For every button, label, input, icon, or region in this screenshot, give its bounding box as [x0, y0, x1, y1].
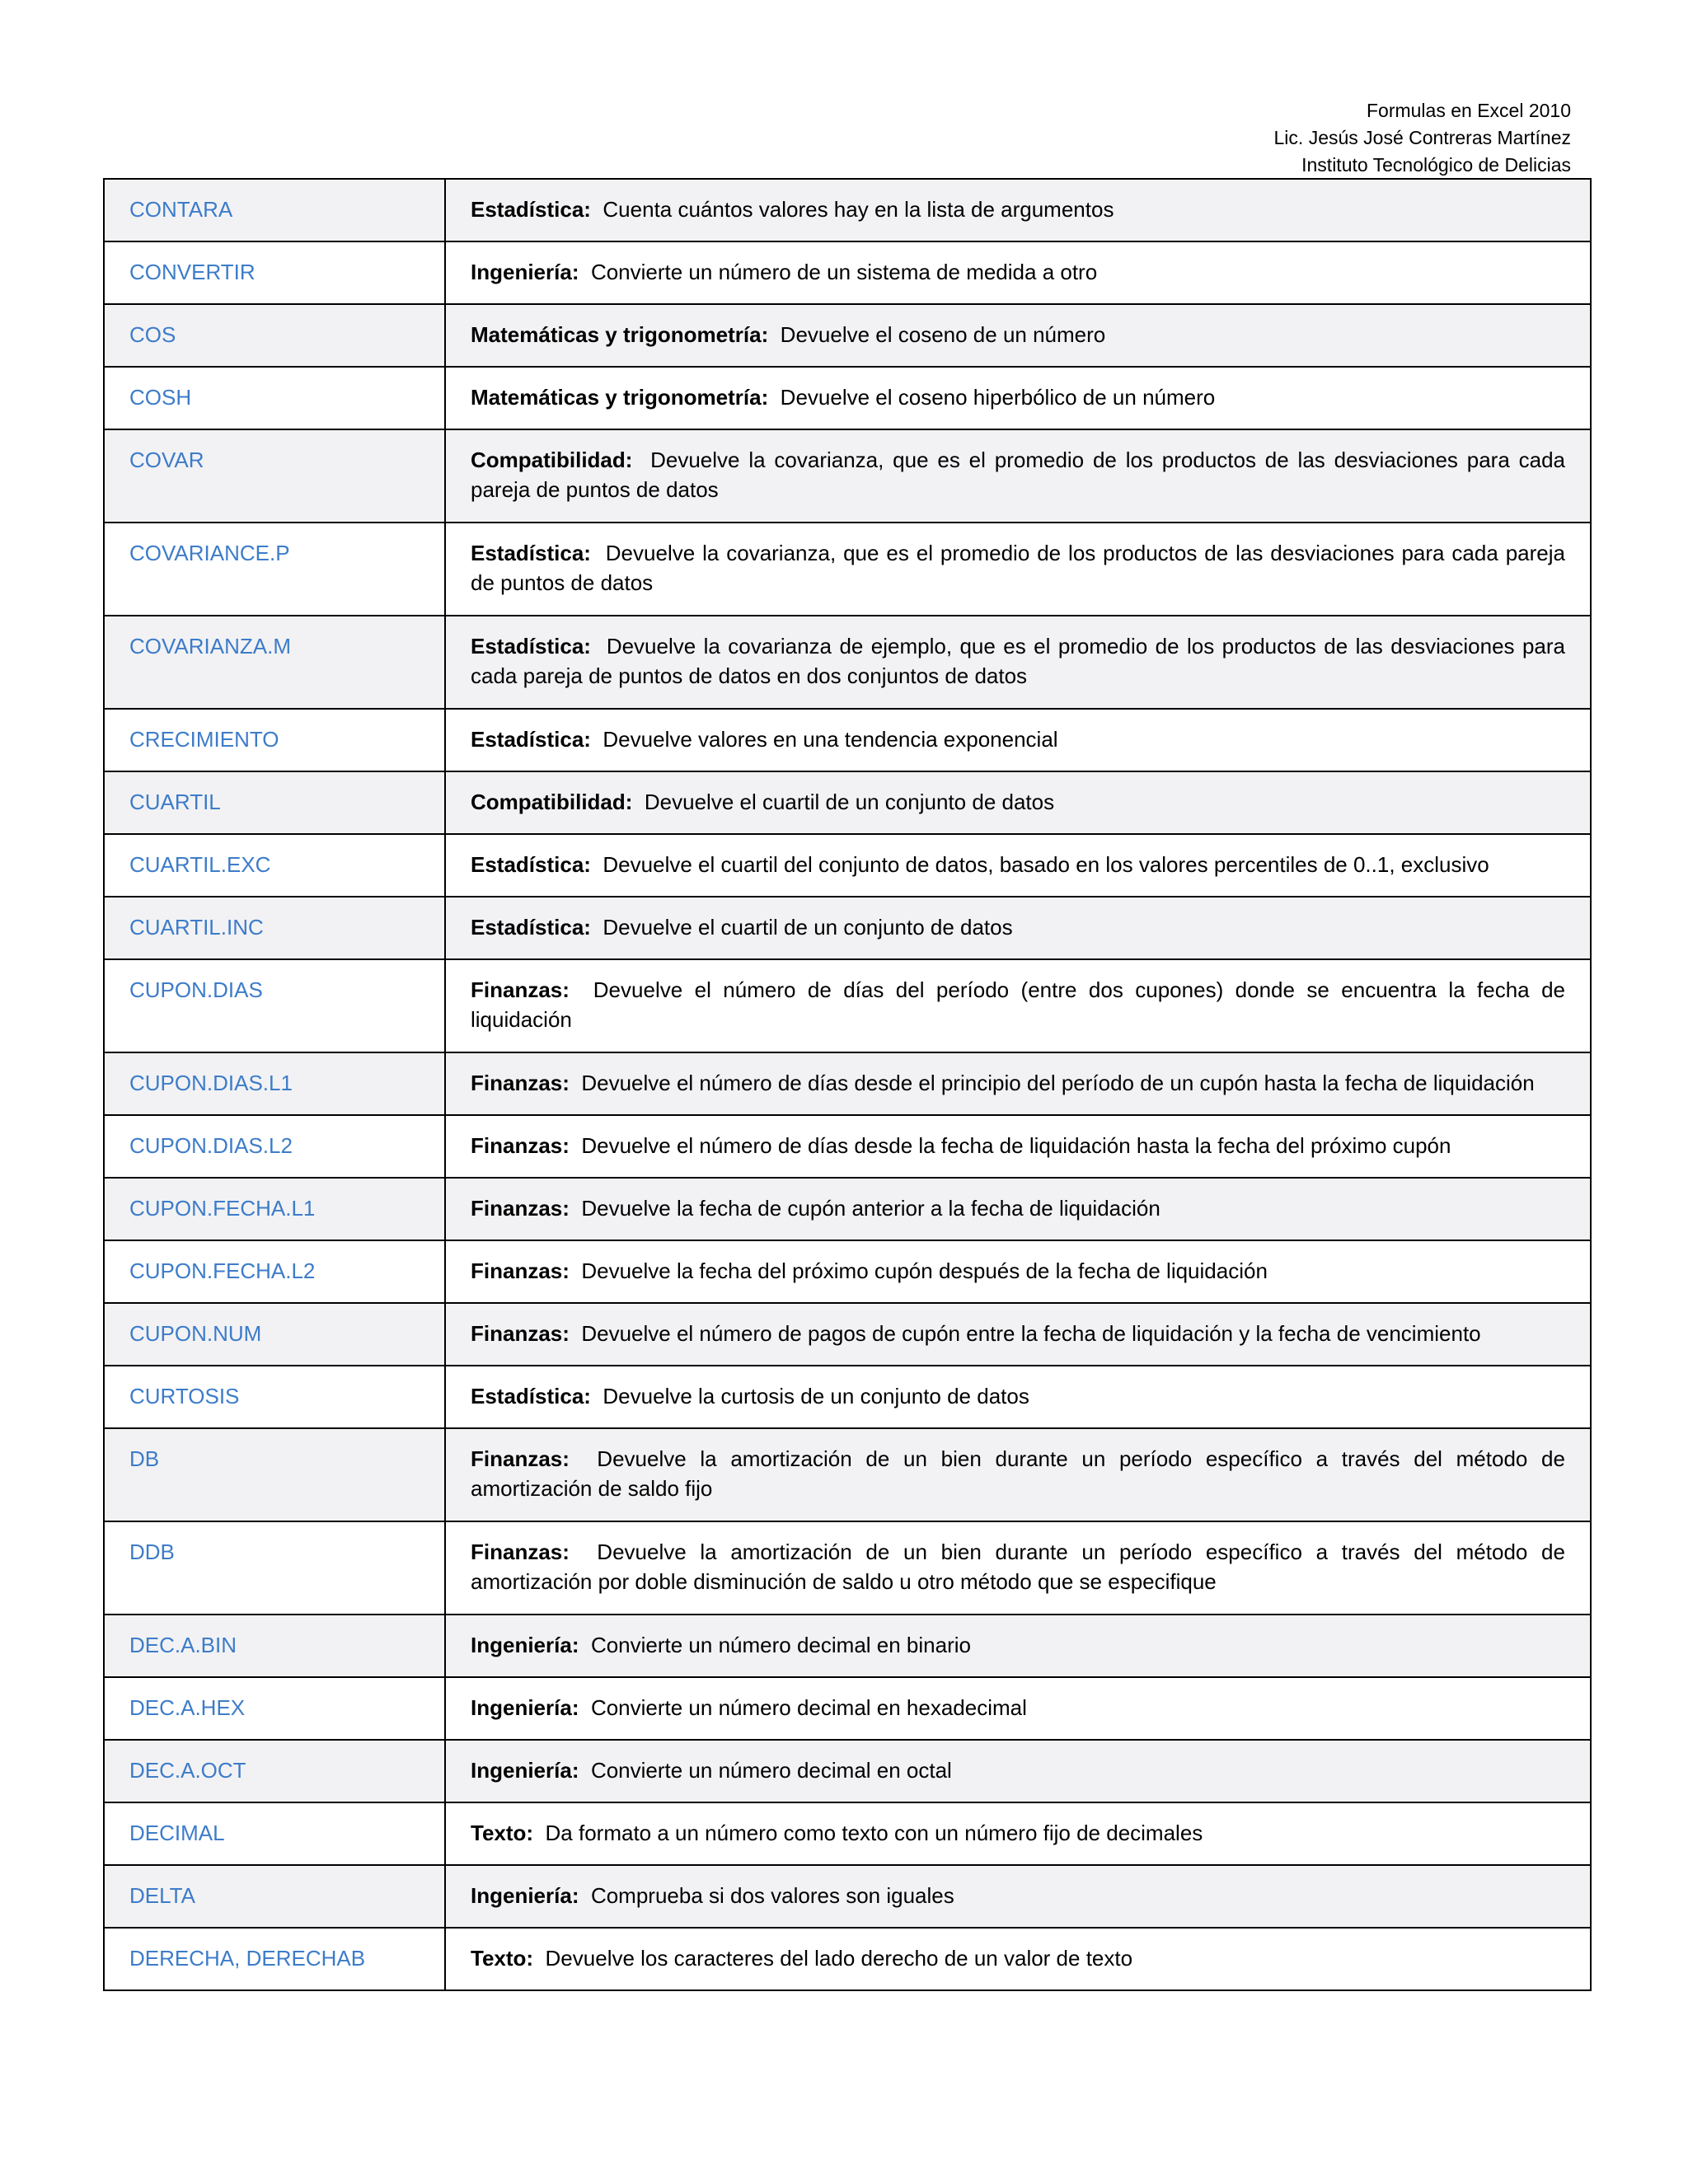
function-name-link[interactable]: CUARTIL.EXC [129, 852, 271, 877]
table-row [104, 429, 1591, 523]
function-name-cell [104, 1052, 445, 1115]
function-name-cell [104, 1240, 445, 1303]
function-name-link[interactable]: DEC.A.HEX [129, 1695, 246, 1720]
function-description-cell [445, 1303, 1591, 1366]
function-description-cell [445, 1928, 1591, 1990]
function-name-cell [104, 1615, 445, 1677]
function-description: Devuelve el cuartil del conjunto de datos, basado en los valores percentiles de 0..1, exclusivo [603, 852, 1489, 877]
function-description-cell [445, 1740, 1591, 1802]
function-name-link[interactable]: DEC.A.OCT [129, 1758, 246, 1783]
function-description: Devuelve el número de días desde la fecha de liquidación hasta la fecha del próximo cupón [581, 1133, 1451, 1158]
function-category: Texto : [471, 1821, 546, 1845]
function-name-cell [104, 523, 445, 616]
table-row [104, 1366, 1591, 1428]
table-row [104, 1428, 1591, 1521]
function-name-link[interactable]: COS [129, 322, 176, 347]
table-row [104, 1677, 1591, 1740]
table-row [104, 959, 1591, 1052]
function-name-link[interactable]: DELTA [129, 1883, 195, 1908]
function-name-cell [104, 1428, 445, 1521]
table-row [104, 771, 1591, 834]
function-category: Estadística : [471, 197, 603, 222]
function-name-link[interactable]: CONTARA [129, 197, 233, 222]
function-description: Devuelve la curtosis de un conjunto de datos [603, 1384, 1029, 1408]
function-name-link[interactable]: CUPON.DIAS.L1 [129, 1071, 293, 1095]
function-name-link[interactable]: COVAR [129, 448, 204, 472]
function-name-link[interactable]: CURTOSIS [129, 1384, 240, 1408]
table-row [104, 304, 1591, 367]
function-name-link[interactable]: CONVERTIR [129, 260, 256, 284]
function-description: Devuelve la amortización de un bien durante un período específico a través del método de amortización de saldo fijo [471, 1446, 1565, 1501]
function-description: Convierte un número de un sistema de medida a otro [590, 260, 1098, 284]
table-row [104, 241, 1591, 304]
function-name-cell [104, 1865, 445, 1928]
function-category: Estadística : [471, 852, 603, 877]
function-description: Devuelve el cuartil de un conjunto de datos [603, 915, 1013, 940]
function-category: Compatibilidad : [471, 448, 650, 472]
function-category: Finanzas : [471, 1196, 581, 1221]
table-row [104, 179, 1591, 241]
function-name-cell [104, 897, 445, 959]
function-description: Devuelve el coseno hiperbólico de un número [780, 385, 1216, 410]
function-description: Devuelve la fecha del próximo cupón después de la fecha de liquidación [581, 1258, 1268, 1283]
function-category: Finanzas : [471, 1133, 581, 1158]
function-name-cell [104, 1303, 445, 1366]
function-description-cell [445, 367, 1591, 429]
function-name-link[interactable]: CUPON.FECHA.L1 [129, 1196, 316, 1221]
table-row [104, 1303, 1591, 1366]
table-row [104, 897, 1591, 959]
function-category: Finanzas : [471, 1258, 581, 1283]
function-description: Devuelve la covarianza, que es el promedio de los productos de las desviaciones para cada pareja de puntos de datos [471, 541, 1565, 595]
function-description: Convierte un número decimal en octal [590, 1758, 952, 1783]
table-row [104, 1178, 1591, 1240]
function-name-cell [104, 771, 445, 834]
functions-table [103, 178, 1592, 1991]
function-name-cell [104, 241, 445, 304]
function-name-link[interactable]: DDB [129, 1540, 175, 1564]
function-description-cell [445, 179, 1591, 241]
function-description-cell [445, 304, 1591, 367]
function-description-cell [445, 1052, 1591, 1115]
function-description-cell [445, 429, 1591, 523]
function-category: Ingeniería : [471, 1695, 591, 1720]
function-name-cell [104, 367, 445, 429]
function-description-cell [445, 959, 1591, 1052]
table-row [104, 834, 1591, 897]
header-title: Formulas en Excel 2010 [1366, 100, 1571, 121]
function-description-cell [445, 1240, 1591, 1303]
function-category: Finanzas : [471, 1321, 581, 1346]
function-category: Matemáticas y trigonometría : [471, 322, 781, 347]
table-row [104, 1928, 1591, 1990]
function-description: Devuelve la covarianza, que es el promedio de los productos de las desviaciones para cada pareja de puntos de datos [471, 448, 1565, 502]
function-description: Devuelve el cuartil de un conjunto de datos [644, 790, 1055, 814]
function-name-cell [104, 1366, 445, 1428]
function-description: Devuelve el coseno de un número [780, 322, 1106, 347]
function-category: Estadística : [471, 1384, 603, 1408]
function-name-link[interactable]: CRECIMIENTO [129, 727, 279, 752]
function-name-cell [104, 1740, 445, 1802]
function-name-cell [104, 616, 445, 709]
function-name-link[interactable]: DECIMAL [129, 1821, 225, 1845]
function-category: Estadística : [471, 634, 607, 658]
function-description-cell [445, 1115, 1591, 1178]
table-row [104, 523, 1591, 616]
function-name-link[interactable]: CUARTIL.INC [129, 915, 264, 940]
function-category: Finanzas : [471, 977, 593, 1002]
function-category: Estadística : [471, 915, 603, 940]
function-description: Convierte un número decimal en hexadecimal [590, 1695, 1027, 1720]
function-description-cell [445, 1865, 1591, 1928]
function-category: Finanzas : [471, 1446, 597, 1471]
function-description-cell [445, 1521, 1591, 1615]
function-name-cell [104, 1802, 445, 1865]
function-name-cell [104, 834, 445, 897]
function-description: Devuelve los caracteres del lado derecho de un valor de texto [545, 1946, 1133, 1971]
function-description-cell [445, 1677, 1591, 1740]
page-header [1274, 97, 1571, 179]
table-row [104, 1521, 1591, 1615]
function-description-cell [445, 523, 1591, 616]
function-description-cell [445, 241, 1591, 304]
function-description: Devuelve el número de días del período (entre dos cupones) donde se encuentra la fecha de liquidación [471, 977, 1565, 1032]
function-name-cell [104, 1928, 445, 1990]
function-category: Texto : [471, 1946, 546, 1971]
table-row [104, 1740, 1591, 1802]
function-description-cell [445, 1178, 1591, 1240]
function-category: Finanzas : [471, 1540, 597, 1564]
function-name-cell [104, 429, 445, 523]
table-row [104, 616, 1591, 709]
function-category: Estadística : [471, 541, 606, 565]
function-name-cell [104, 959, 445, 1052]
function-description-cell [445, 1802, 1591, 1865]
function-description-cell [445, 1428, 1591, 1521]
function-description-cell [445, 897, 1591, 959]
function-description: Devuelve el número de pagos de cupón entre la fecha de liquidación y la fecha de vencimiento [581, 1321, 1481, 1346]
function-category: Ingeniería : [471, 1633, 591, 1657]
function-description: Da formato a un número como texto con un número fijo de decimales [545, 1821, 1203, 1845]
function-name-link[interactable]: CUPON.DIAS.L2 [129, 1133, 293, 1158]
function-description: Cuenta cuántos valores hay en la lista de argumentos [603, 197, 1114, 222]
function-name-cell [104, 179, 445, 241]
function-name-cell [104, 1178, 445, 1240]
function-name-link[interactable]: CUPON.NUM [129, 1321, 262, 1346]
function-name-link[interactable]: COSH [129, 385, 192, 410]
function-name-link[interactable]: CUPON.DIAS [129, 977, 263, 1002]
function-category: Finanzas : [471, 1071, 581, 1095]
function-name-link[interactable]: DERECHA, DERECHAB [129, 1946, 366, 1971]
function-description: Comprueba si dos valores son iguales [590, 1883, 954, 1908]
function-name-cell [104, 1521, 445, 1615]
function-description: Devuelve la covarianza de ejemplo, que es el promedio de los productos de las desviaciones para cada pareja de puntos de datos en dos conjuntos de datos [471, 634, 1566, 688]
function-description: Convierte un número decimal en binario [590, 1633, 971, 1657]
function-category: Compatibilidad : [471, 790, 645, 814]
function-name-cell [104, 709, 445, 771]
function-category: Matemáticas y trigonometría : [471, 385, 781, 410]
function-name-cell [104, 1115, 445, 1178]
header-institution: Instituto Tecnológico de Delicias [1301, 154, 1571, 176]
table-row [104, 1240, 1591, 1303]
function-description-cell [445, 1366, 1591, 1428]
table-row [104, 1802, 1591, 1865]
functions-table-body [104, 179, 1591, 1990]
function-description-cell [445, 771, 1591, 834]
table-row [104, 1865, 1591, 1928]
function-name-link[interactable]: DB [129, 1446, 160, 1471]
function-description: Devuelve valores en una tendencia exponencial [603, 727, 1058, 752]
function-description-cell [445, 616, 1591, 709]
table-row [104, 709, 1591, 771]
function-category: Estadística : [471, 727, 603, 752]
function-category: Ingeniería : [471, 1883, 591, 1908]
function-description: Devuelve la amortización de un bien durante un período específico a través del método de amortización por doble disminución de saldo u otro método que se especifique [471, 1540, 1565, 1594]
table-row [104, 1115, 1591, 1178]
table-row [104, 1052, 1591, 1115]
function-name-cell [104, 1677, 445, 1740]
function-category: Ingeniería : [471, 1758, 591, 1783]
function-name-link[interactable]: CUPON.FECHA.L2 [129, 1258, 316, 1283]
function-description-cell [445, 709, 1591, 771]
table-row [104, 367, 1591, 429]
function-description-cell [445, 834, 1591, 897]
function-category: Ingeniería : [471, 260, 591, 284]
function-name-link[interactable]: DEC.A.BIN [129, 1633, 237, 1657]
header-author: Lic. Jesús José Contreras Martínez [1273, 127, 1571, 148]
function-name-link[interactable]: CUARTIL [129, 790, 221, 814]
function-description: Devuelve el número de días desde el principio del período de un cupón hasta la fecha de liquidación [581, 1071, 1535, 1095]
table-row [104, 1615, 1591, 1677]
function-name-link[interactable]: COVARIANZA.M [129, 634, 291, 658]
function-name-link[interactable]: COVARIANCE.P [129, 541, 290, 565]
function-description-cell [445, 1615, 1591, 1677]
function-description: Devuelve la fecha de cupón anterior a la fecha de liquidación [581, 1196, 1160, 1221]
function-name-cell [104, 304, 445, 367]
